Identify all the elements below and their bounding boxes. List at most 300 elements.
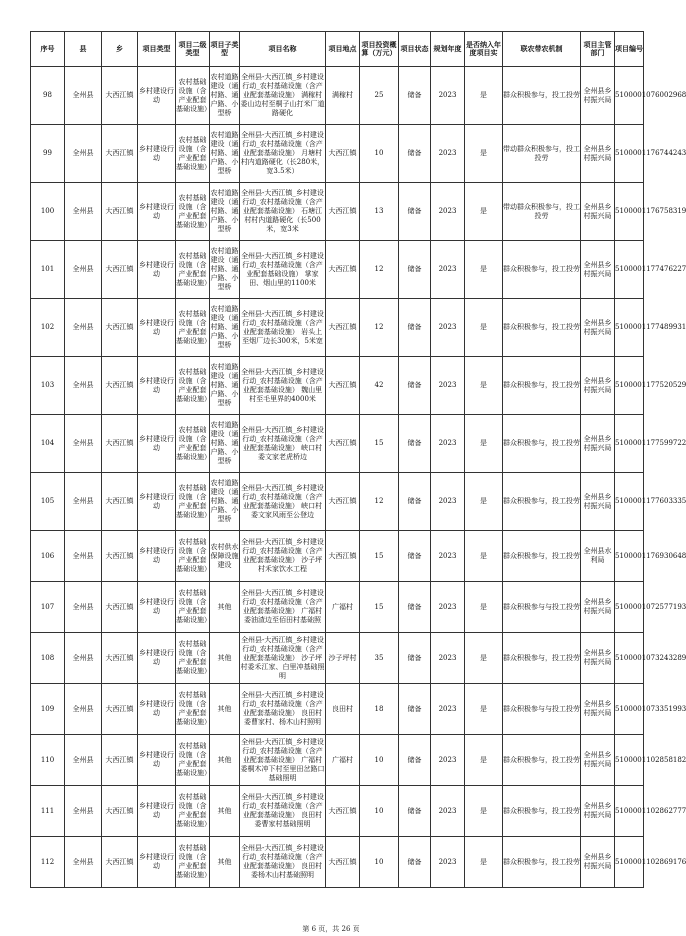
cell-type2 xyxy=(176,735,210,786)
cell-text: 5100001073351993 xyxy=(615,704,686,713)
cell-text: 全州县 xyxy=(72,704,94,713)
cell-town xyxy=(102,633,138,684)
cell-dept xyxy=(581,125,615,183)
cell-text: 12 xyxy=(374,497,384,505)
cell-no xyxy=(31,183,65,241)
table-row xyxy=(31,582,644,633)
cell-type xyxy=(138,786,176,837)
cell-text: 全州县乡村振兴局 xyxy=(583,144,612,162)
cell-dept xyxy=(581,183,615,241)
cell-text: 109 xyxy=(40,704,55,713)
cell-town xyxy=(102,684,138,735)
cell-text: 99 xyxy=(43,149,52,157)
cell-text: 其他 xyxy=(217,602,232,611)
cell-year xyxy=(431,837,465,888)
cell-town xyxy=(102,786,138,837)
cell-text: 广福村 xyxy=(332,602,353,611)
table-row xyxy=(31,473,644,531)
cell-code xyxy=(615,735,686,786)
cell-text: 储备 xyxy=(407,653,422,662)
cell-dept xyxy=(581,684,615,735)
cell-no xyxy=(31,125,65,183)
cell-text: 102 xyxy=(40,323,55,331)
cell-type2 xyxy=(176,67,210,125)
cell-text: 群众积极参与，投工投劳 xyxy=(503,755,580,764)
cell-text: 2023 xyxy=(438,653,457,662)
cell-text: 全州县 xyxy=(72,653,94,662)
cell-invest xyxy=(360,415,399,473)
cell-text: 5100001177603335 xyxy=(615,497,686,505)
cell-text: 104 xyxy=(40,439,55,447)
cell-text: 其他 xyxy=(217,857,232,866)
cell-text: 5100001076002968 xyxy=(615,91,686,99)
cell-dept xyxy=(581,473,615,531)
cell-text: 农村基础设施（含产业配套基础设施） xyxy=(176,425,211,461)
cell-text: 群众积极参与，投工投劳 xyxy=(503,857,580,866)
cell-sub xyxy=(210,786,240,837)
cell-place xyxy=(326,241,360,299)
cell-text: 大西江镇 xyxy=(105,381,134,389)
cell-text: 大西江镇 xyxy=(105,602,134,611)
cell-text: 大西江镇 xyxy=(328,439,357,447)
cell-status xyxy=(399,837,431,888)
cell-type xyxy=(138,735,176,786)
cell-mech xyxy=(503,357,581,415)
cell-mech xyxy=(503,299,581,357)
cell-text: 群众积极参与，投工投劳 xyxy=(503,497,580,505)
cell-text: 农村道路建设（通村路、通户路、小型桥 xyxy=(210,479,239,523)
cell-text: 大西江镇 xyxy=(328,265,357,273)
cell-text: 农村基础设施（含产业配套基础设施） xyxy=(176,135,211,171)
cell-invest xyxy=(360,735,399,786)
cell-text: 5100001177476227 xyxy=(615,265,686,273)
cell-mech xyxy=(503,684,581,735)
cell-text: 12 xyxy=(374,265,384,273)
cell-type2 xyxy=(176,473,210,531)
cell-mech xyxy=(503,67,581,125)
cell-text: 100 xyxy=(40,207,55,215)
cell-town xyxy=(102,183,138,241)
cell-year xyxy=(431,299,465,357)
cell-text: 农村基础设施（含产业配套基础设施） xyxy=(176,309,211,345)
cell-dept xyxy=(581,531,615,582)
cell-text: 全州县乡村振兴局 xyxy=(583,376,612,394)
cell-text: 2023 xyxy=(438,439,457,447)
cell-text: 大西江镇 xyxy=(328,806,357,815)
cell-text: 2023 xyxy=(438,704,457,713)
cell-text: 2023 xyxy=(438,806,457,815)
cell-text: 全州县 xyxy=(72,551,94,560)
cell-text: 储备 xyxy=(407,439,422,447)
cell-text: 全州县-大西江镇_乡村建设行动_农村基础设施（含产业配套基础设施） 石塘江村村内道路硬化（长500米，宽3米 xyxy=(241,189,324,233)
cell-type2 xyxy=(176,299,210,357)
cell-text: 农村基础设施（含产业配套基础设施） xyxy=(176,742,211,777)
cell-text: 全州县-大西江镇_乡村建设行动_农村基础设施（含产业配套基础设施） 广福村委油渣边至佰田村基础照 xyxy=(241,589,324,624)
cell-name xyxy=(240,582,326,633)
cell-place xyxy=(326,473,360,531)
cell-text: 全州县 xyxy=(72,381,94,389)
cell-type2 xyxy=(176,415,210,473)
cell-place xyxy=(326,299,360,357)
cell-dept xyxy=(581,582,615,633)
cell-invest xyxy=(360,183,399,241)
cell-dept xyxy=(581,299,615,357)
cell-text: 15 xyxy=(374,602,384,611)
cell-town xyxy=(102,473,138,531)
cell-sub xyxy=(210,67,240,125)
cell-invest xyxy=(360,473,399,531)
cell-text: 2023 xyxy=(438,149,457,157)
cell-text: 沙子坪村 xyxy=(328,653,357,662)
cell-text: 大西江镇 xyxy=(105,323,134,331)
cell-sub xyxy=(210,473,240,531)
cell-name xyxy=(240,786,326,837)
table-row xyxy=(31,531,644,582)
cell-text: 5100001102862777 xyxy=(615,806,686,815)
cell-type xyxy=(138,299,176,357)
cell-town xyxy=(102,735,138,786)
cell-name xyxy=(240,299,326,357)
cell-type xyxy=(138,183,176,241)
cell-text: 全州县 xyxy=(72,265,94,273)
header-cell: 项目子类型 xyxy=(210,32,240,67)
cell-text: 其他 xyxy=(217,806,232,815)
cell-invest xyxy=(360,786,399,837)
cell-county xyxy=(65,684,102,735)
cell-sub xyxy=(210,735,240,786)
cell-text: 大西江镇 xyxy=(328,857,357,866)
cell-text: 大西江镇 xyxy=(105,551,134,560)
cell-year xyxy=(431,67,465,125)
cell-sub xyxy=(210,299,240,357)
cell-text: 全州县-大西江镇_乡村建设行动_农村基础设施（含产业配套基础设施） 良田村委曹家村、杨木山村照明 xyxy=(241,691,324,726)
cell-type2 xyxy=(176,837,210,888)
cell-text: 储备 xyxy=(407,551,422,560)
cell-sub xyxy=(210,241,240,299)
cell-text: 是 xyxy=(480,857,487,866)
cell-mech xyxy=(503,531,581,582)
cell-included xyxy=(465,183,503,241)
cell-no xyxy=(31,241,65,299)
cell-invest xyxy=(360,837,399,888)
cell-text: 是 xyxy=(480,806,487,815)
cell-text: 5100001176930648 xyxy=(615,551,686,560)
header-cell: 项目编号 xyxy=(615,32,644,67)
cell-text: 全州县乡村振兴局 xyxy=(583,802,612,819)
cell-text: 农村基础设施（含产业配套基础设施） xyxy=(176,367,211,403)
cell-text: 群众积极参与，投工投劳 xyxy=(503,381,580,389)
cell-text: 2023 xyxy=(438,551,457,560)
cell-county xyxy=(65,357,102,415)
cell-no xyxy=(31,415,65,473)
cell-text: 带动群众积极参与，投工投劳 xyxy=(503,202,580,220)
cell-invest xyxy=(360,582,399,633)
cell-town xyxy=(102,125,138,183)
cell-town xyxy=(102,837,138,888)
cell-text: 大西江镇 xyxy=(105,755,134,764)
cell-included xyxy=(465,786,503,837)
cell-text: 大西江镇 xyxy=(105,91,134,99)
cell-name xyxy=(240,837,326,888)
table-row xyxy=(31,786,644,837)
cell-status xyxy=(399,633,431,684)
cell-text: 大西江镇 xyxy=(105,806,134,815)
cell-text: 是 xyxy=(480,381,487,389)
cell-included xyxy=(465,633,503,684)
cell-text: 群众积极参与，投工投劳 xyxy=(503,439,580,447)
header-cell: 乡 xyxy=(102,32,138,67)
cell-invest xyxy=(360,531,399,582)
cell-place xyxy=(326,786,360,837)
cell-county xyxy=(65,735,102,786)
cell-type2 xyxy=(176,183,210,241)
cell-text: 18 xyxy=(374,704,384,713)
cell-year xyxy=(431,357,465,415)
table-row xyxy=(31,125,644,183)
cell-text: 储备 xyxy=(407,91,422,99)
cell-mech xyxy=(503,415,581,473)
cell-no xyxy=(31,786,65,837)
cell-name xyxy=(240,473,326,531)
cell-text: 大西江镇 xyxy=(105,857,134,866)
cell-text: 农村基础设施（含产业配套基础设施） xyxy=(176,589,211,624)
cell-text: 农村道路建设（通村路、通户路、小型桥 xyxy=(210,421,239,465)
cell-type xyxy=(138,473,176,531)
cell-text: 农村基础设施（含产业配套基础设施） xyxy=(176,844,211,879)
cell-text: 储备 xyxy=(407,806,422,815)
cell-text: 全州县乡村振兴局 xyxy=(583,202,612,220)
cell-text: 乡村建设行动 xyxy=(139,802,174,819)
cell-text: 15 xyxy=(374,439,384,447)
cell-status xyxy=(399,67,431,125)
page-footer: 第 6 页，共 26 页 xyxy=(302,925,360,933)
cell-text: 是 xyxy=(480,323,487,331)
cell-type2 xyxy=(176,582,210,633)
cell-text: 全州县-大西江镇_乡村建设行动_农村基础设施（含产业配套基础设施） 广福村委桐木冲下村至里田岔路口基础照明 xyxy=(240,737,325,782)
header-cell: 项目状态 xyxy=(399,32,431,67)
cell-text: 5100001102858182 xyxy=(615,755,686,764)
cell-no xyxy=(31,633,65,684)
cell-type xyxy=(138,684,176,735)
cell-text: 农村道路建设（通村路、通户路、小型桥 xyxy=(210,363,239,407)
cell-text: 是 xyxy=(480,704,487,713)
cell-text: 储备 xyxy=(407,755,422,764)
cell-sub xyxy=(210,684,240,735)
cell-sub xyxy=(210,125,240,183)
cell-no xyxy=(31,735,65,786)
cell-mech xyxy=(503,183,581,241)
cell-text: 是 xyxy=(480,602,487,611)
cell-text: 乡村建设行动 xyxy=(139,434,174,452)
cell-no xyxy=(31,684,65,735)
cell-text: 其他 xyxy=(217,755,232,764)
table-row xyxy=(31,67,644,125)
cell-text: 储备 xyxy=(407,704,422,713)
cell-text: 2023 xyxy=(438,857,457,866)
header-cell: 项目类型 xyxy=(138,32,176,67)
cell-code xyxy=(615,582,686,633)
cell-type xyxy=(138,837,176,888)
cell-text: 储备 xyxy=(407,857,422,866)
cell-status xyxy=(399,241,431,299)
cell-year xyxy=(431,735,465,786)
cell-type xyxy=(138,357,176,415)
cell-county xyxy=(65,183,102,241)
cell-text: 储备 xyxy=(407,207,422,215)
cell-text: 全州县-大西江镇_乡村建设行动_农村基础设施（含产业配套基础设施） 满稼村委山边村至桐子山打米厂道路硬化 xyxy=(240,73,325,117)
cell-type2 xyxy=(176,531,210,582)
cell-text: 大西江镇 xyxy=(105,653,134,662)
cell-text: 农村基础设施（含产业配套基础设施） xyxy=(176,251,211,287)
cell-text: 5100001177599722 xyxy=(615,439,686,447)
header-cell: 联农带农机制 xyxy=(503,32,581,67)
cell-dept xyxy=(581,735,615,786)
cell-text: 13 xyxy=(374,207,384,215)
cell-text: 农村基础设施（含产业配套基础设施） xyxy=(176,193,211,229)
cell-text: 是 xyxy=(480,755,487,764)
cell-included xyxy=(465,357,503,415)
cell-text: 农村道路建设（通村路、通户路、小型桥 xyxy=(210,189,239,233)
cell-invest xyxy=(360,684,399,735)
cell-text: 101 xyxy=(40,265,55,273)
cell-place xyxy=(326,357,360,415)
cell-code xyxy=(615,837,686,888)
cell-mech xyxy=(503,241,581,299)
cell-year xyxy=(431,582,465,633)
cell-status xyxy=(399,684,431,735)
cell-text: 全州县-大西江镇_乡村建设行动_农村基础设施（含产业配套基础设施） 魏山里村至毛里界的4000米 xyxy=(241,367,324,403)
cell-text: 群众积极参与，投工投劳 xyxy=(503,265,580,273)
cell-year xyxy=(431,125,465,183)
cell-year xyxy=(431,415,465,473)
cell-text: 农村供水保障设施建设 xyxy=(210,542,239,569)
cell-text: 农村道路建设（通村路、通户路、小型桥 xyxy=(210,131,239,175)
cell-text: 全州县水利局 xyxy=(583,547,612,564)
cell-text: 大西江镇 xyxy=(328,497,357,505)
cell-sub xyxy=(210,633,240,684)
cell-year xyxy=(431,473,465,531)
cell-place xyxy=(326,67,360,125)
cell-sub xyxy=(210,357,240,415)
cell-text: 大西江镇 xyxy=(105,149,134,157)
cell-status xyxy=(399,125,431,183)
cell-text: 全州县 xyxy=(72,755,94,764)
cell-name xyxy=(240,241,326,299)
table-row xyxy=(31,735,644,786)
cell-text: 全州县-大西江镇_乡村建设行动_农村基础设施（含产业配套基础设施） 掌家田、烟山里的1100米 xyxy=(241,251,324,287)
header-row xyxy=(31,32,644,67)
cell-text: 25 xyxy=(374,91,384,99)
cell-dept xyxy=(581,837,615,888)
table-row xyxy=(31,837,644,888)
cell-text: 群众积极参与，投工投劳 xyxy=(503,323,580,331)
cell-county xyxy=(65,125,102,183)
cell-type xyxy=(138,531,176,582)
cell-invest xyxy=(360,633,399,684)
cell-text: 全州县-大西江镇_乡村建设行动_农村基础设施（含产业配套基础设施） 沙子坪村禾家饮水工程 xyxy=(241,538,324,573)
cell-text: 2023 xyxy=(438,381,457,389)
cell-type xyxy=(138,633,176,684)
cell-county xyxy=(65,241,102,299)
table-row xyxy=(31,241,644,299)
cell-type xyxy=(138,582,176,633)
cell-code xyxy=(615,241,686,299)
cell-text: 全州县乡村振兴局 xyxy=(583,649,612,666)
cell-text: 储备 xyxy=(407,323,422,331)
cell-place xyxy=(326,183,360,241)
cell-text: 5100001176744243 xyxy=(615,149,686,157)
cell-text: 全州县乡村振兴局 xyxy=(583,318,612,336)
cell-included xyxy=(465,125,503,183)
cell-text: 大西江镇 xyxy=(105,265,134,273)
cell-town xyxy=(102,582,138,633)
cell-dept xyxy=(581,241,615,299)
cell-text: 良田村 xyxy=(332,704,353,713)
cell-text: 2023 xyxy=(438,91,457,99)
cell-no xyxy=(31,67,65,125)
cell-code xyxy=(615,415,686,473)
cell-town xyxy=(102,357,138,415)
cell-text: 群众积极参与，投工投劳 xyxy=(503,91,580,99)
cell-text: 农村道路建设（通村路、通户路、小型桥 xyxy=(210,247,239,291)
cell-type2 xyxy=(176,357,210,415)
cell-code xyxy=(615,786,686,837)
cell-text: 储备 xyxy=(407,497,422,505)
cell-status xyxy=(399,415,431,473)
table-row xyxy=(31,357,644,415)
cell-invest xyxy=(360,357,399,415)
cell-text: 110 xyxy=(40,755,55,764)
cell-status xyxy=(399,357,431,415)
cell-text: 全州县乡村振兴局 xyxy=(583,260,612,278)
cell-text: 乡村建设行动 xyxy=(139,144,174,162)
cell-sub xyxy=(210,415,240,473)
cell-text: 农村基础设施（含产业配套基础设施） xyxy=(176,793,211,828)
cell-town xyxy=(102,241,138,299)
cell-county xyxy=(65,837,102,888)
cell-text: 2023 xyxy=(438,207,457,215)
cell-code xyxy=(615,633,686,684)
cell-county xyxy=(65,473,102,531)
cell-text: 储备 xyxy=(407,381,422,389)
cell-text: 满稼村 xyxy=(332,91,353,99)
cell-county xyxy=(65,415,102,473)
cell-text: 是 xyxy=(480,497,487,505)
cell-text: 大西江镇 xyxy=(105,207,134,215)
cell-text: 全州县乡村振兴局 xyxy=(583,86,612,104)
cell-mech xyxy=(503,633,581,684)
cell-text: 42 xyxy=(374,381,384,389)
cell-text: 群众积极参与与投工投劳 xyxy=(503,602,580,611)
cell-text: 乡村建设行动 xyxy=(139,260,174,278)
header-cell: 县 xyxy=(65,32,102,67)
cell-text: 大西江镇 xyxy=(105,704,134,713)
cell-text: 2023 xyxy=(438,265,457,273)
cell-text: 大西江镇 xyxy=(105,497,134,505)
cell-status xyxy=(399,299,431,357)
cell-town xyxy=(102,299,138,357)
cell-name xyxy=(240,67,326,125)
cell-name xyxy=(240,735,326,786)
cell-name xyxy=(240,531,326,582)
cell-text: 107 xyxy=(40,602,55,611)
cell-included xyxy=(465,415,503,473)
cell-year xyxy=(431,786,465,837)
cell-no xyxy=(31,299,65,357)
cell-text: 2023 xyxy=(438,755,457,764)
cell-text: 10 xyxy=(374,806,384,815)
cell-type xyxy=(138,125,176,183)
